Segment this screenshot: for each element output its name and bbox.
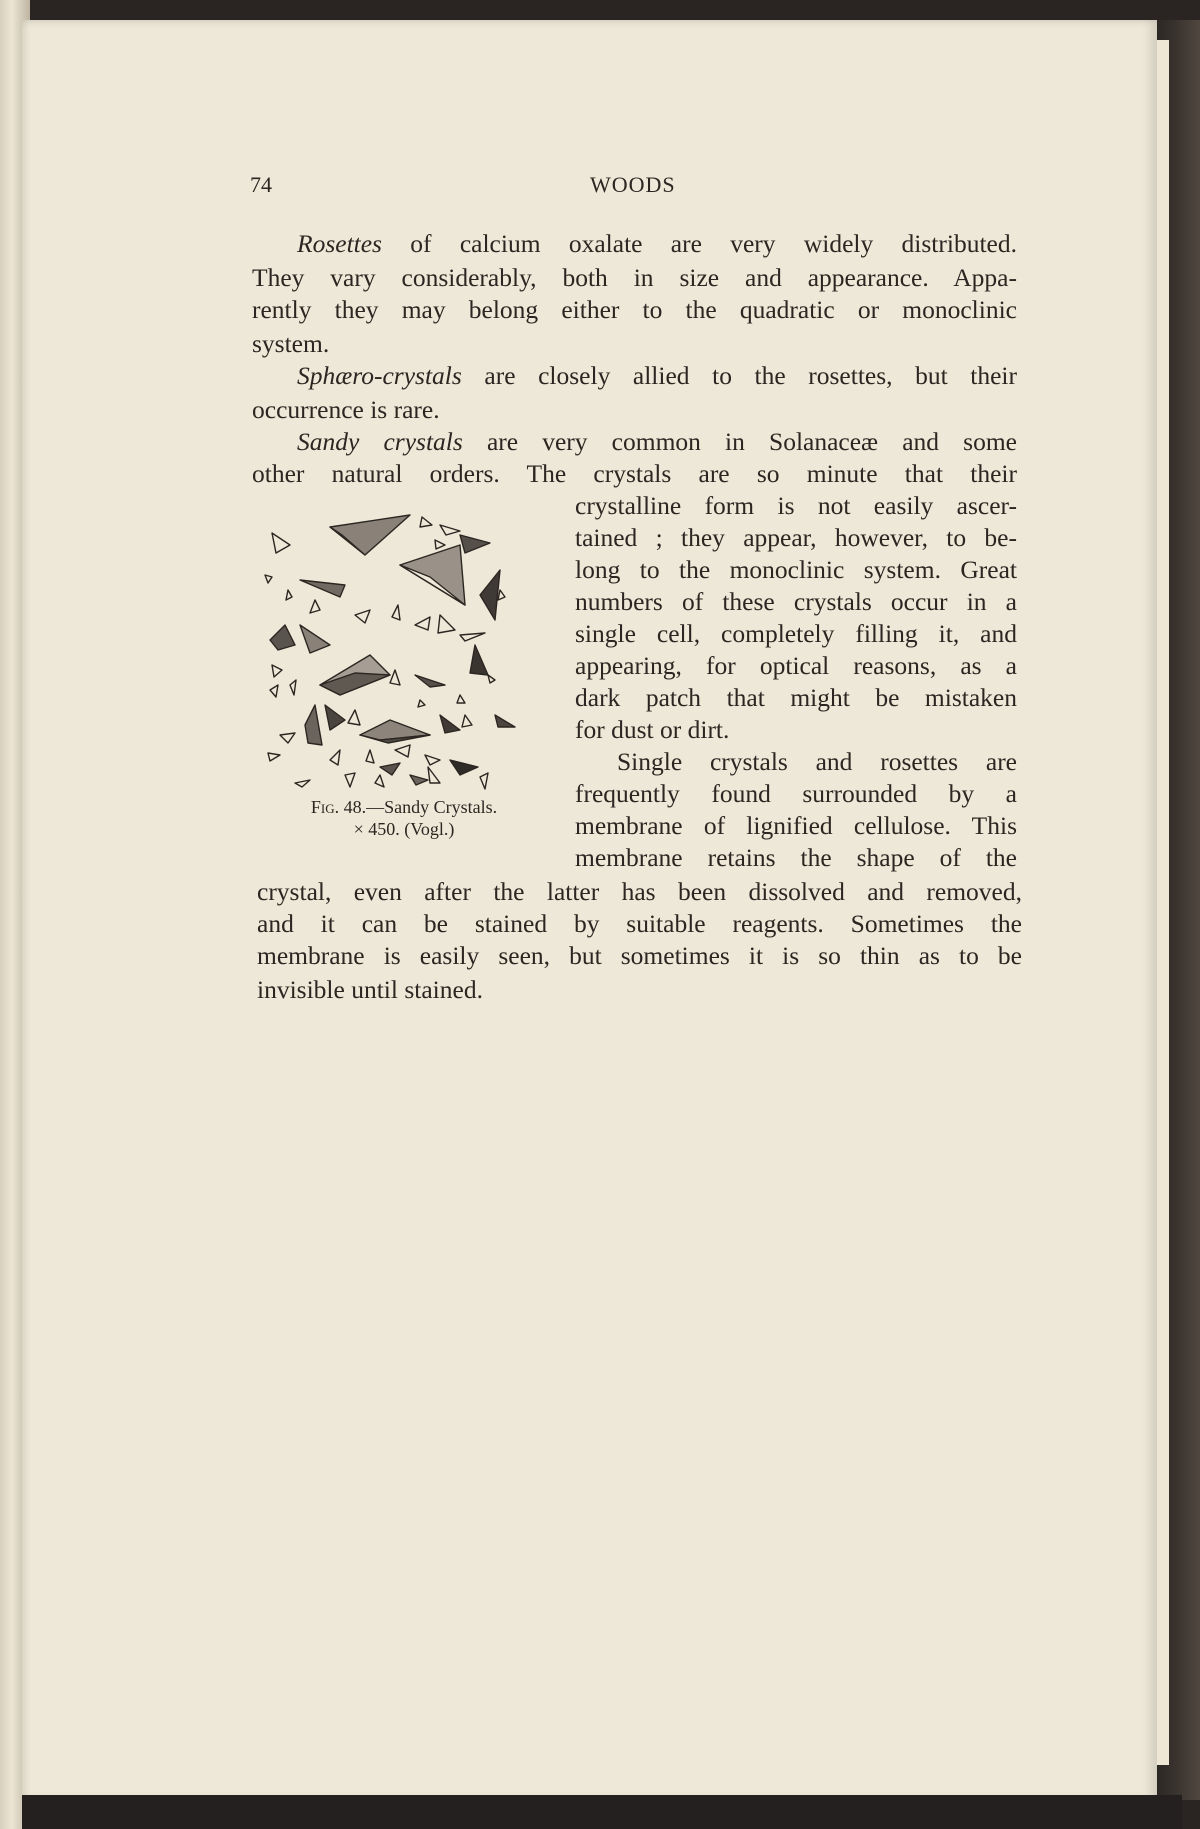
- figure-48-sandy-crystals: [260, 505, 545, 797]
- figure-caption-magnification: × 450. (Vogl.): [353, 819, 455, 839]
- text-span: of calcium oxalate are very widely distributed.: [381, 229, 1017, 258]
- text-line: single cell, completely filling it, and: [575, 619, 1017, 648]
- crystal-engraving-illustration: [260, 505, 545, 797]
- text-line: crystalline form is not easily ascer-: [575, 491, 1017, 520]
- text-line: invisible until stained.: [257, 975, 483, 1004]
- text-line: rently they may belong either to the quadratic or monoclinic: [252, 295, 1017, 324]
- text-line: system.: [252, 329, 330, 358]
- text-line: occurrence is rare.: [252, 395, 440, 424]
- emphasis-term: Sandy crystals: [297, 427, 463, 456]
- text-line: membrane retains the shape of the: [575, 843, 1017, 872]
- emphasis-term: Sphæro-crystals: [297, 361, 462, 390]
- text-line: Single crystals and rosettes are: [617, 747, 1017, 776]
- text-line: membrane is easily seen, but sometimes it is so thin as to be: [257, 941, 1022, 970]
- figure-caption: [244, 796, 564, 818]
- text-line: They vary considerably, both in size and appearance. Appa-: [252, 263, 1017, 292]
- text-line: other natural orders. The crystals are so minute that their: [252, 459, 1017, 488]
- text-line: crystal, even after the latter has been dissolved and removed,: [257, 877, 1022, 906]
- running-title: WOODS: [590, 172, 676, 197]
- text-line: numbers of these crystals occur in a: [575, 587, 1017, 616]
- text-line: long to the monoclinic system. Great: [575, 555, 1017, 584]
- text-line: for dust or dirt.: [575, 715, 730, 744]
- text-line: membrane of lignified cellulose. This: [575, 811, 1017, 840]
- text-line: appearing, for optical reasons, as a: [575, 651, 1017, 680]
- text-line: tained ; they appear, however, to be-: [575, 523, 1017, 552]
- text-line: [297, 228, 1017, 260]
- background-surface: [22, 1795, 1182, 1829]
- text-span: are closely allied to the rosettes, but their: [461, 361, 1017, 390]
- text-span: are very common in Solanaceæ and some: [462, 427, 1017, 456]
- emphasis-term: Rosettes: [297, 229, 382, 258]
- text-line: [297, 360, 1017, 392]
- text-line: frequently found surrounded by a: [575, 779, 1017, 808]
- figure-title: —Sandy Crystals.: [366, 797, 498, 817]
- text-line: [297, 426, 1017, 458]
- page-number: 74: [250, 172, 272, 197]
- text-line: dark patch that might be mistaken: [575, 683, 1017, 712]
- facing-page-edge: [1157, 40, 1169, 1765]
- text-line: and it can be stained by suitable reagents. Sometimes the: [257, 909, 1022, 938]
- figure-label: Fig. 48.: [310, 797, 367, 817]
- page-header: [250, 172, 1020, 202]
